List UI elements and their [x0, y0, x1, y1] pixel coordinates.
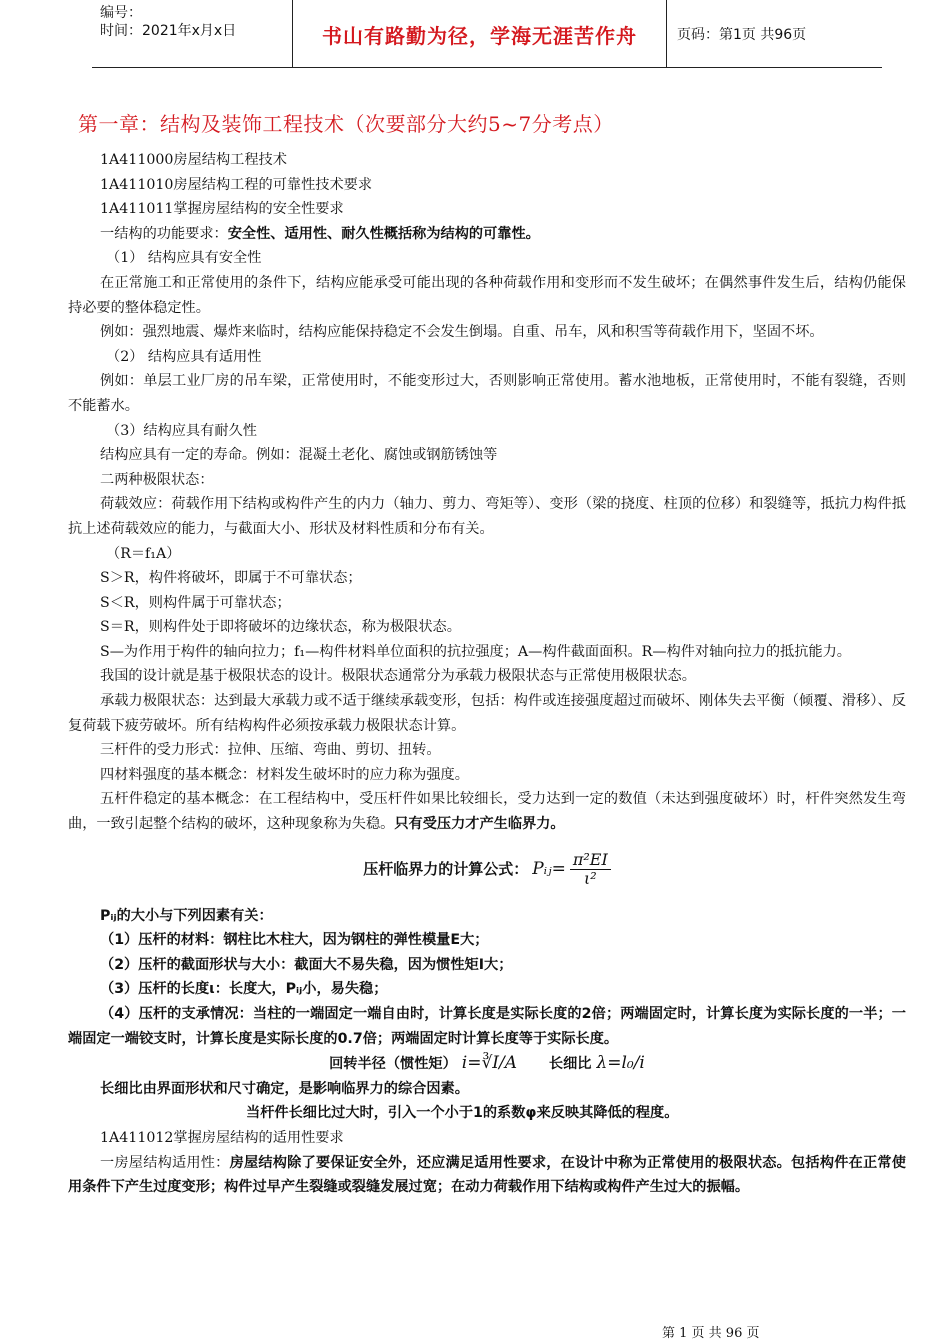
paragraph: S＞R，构件将破坏，即属于不可靠状态； — [100, 570, 362, 587]
header-meta — [92, 0, 293, 68]
list-item: （4）压杆的支承情况：当柱的一端固定一端自由时，计算长度是实际长度的2倍；两端固定时，计算长度为实际长度的一半；一端固定一端铰支时，计算长度是实际长度的0.7倍；两端固定时计算长度等于实际长度。 — [68, 1006, 906, 1047]
formula-numerator: π²EI — [570, 851, 611, 870]
paragraph-text: 五杆件稳定的基本概念：在工程结构中，受压杆件如果比较细长，受力达到一定的数值（未达到强度破坏）时，杆件突然发生弯曲，一致引起整个结构的破坏，这种现象称为失稳。 — [68, 791, 906, 833]
list-heading: （1） 结构应具有安全性 — [106, 250, 262, 267]
paragraph: 承载力极限状态：达到最大承载力或不适于继续承载变形，包括：构件或连接强度超过而破坏、刚体失去平衡（倾覆、滑移）、反复荷载下疲劳破坏。所有结构构件必须按承载力极限状态计算。 — [68, 693, 906, 734]
bold-text: 只有受压力才产生临界力。 — [394, 816, 565, 833]
list-heading: （2） 结构应具有适用性 — [106, 348, 262, 365]
paragraph: 长细比由界面形状和尺寸确定，是影响临界力的综合因素。 — [100, 1080, 469, 1097]
chapter-title: 第一章：结构及装饰工程技术（次要部分大约5~7分考点） — [78, 112, 614, 136]
paragraph: 三杆件的受力形式：拉伸、压缩、弯曲、剪切、扭转。 — [100, 742, 441, 759]
formula-lhs: Pᵢⱼ= — [532, 858, 566, 879]
section-code: 1A411000房屋结构工程技术 — [100, 152, 287, 168]
list-item: （3）压杆的长度ι：长度大，Pᵢⱼ小，易失稳； — [100, 981, 388, 998]
page-header — [92, 0, 882, 68]
paragraph: S—为作用于构件的轴向拉力；f₁—构件材料单位面积的抗拉强度；A—构件截面面积。R—构件对轴向拉力的抵抗能力。 — [100, 643, 851, 660]
formula-fraction — [570, 851, 611, 888]
critical-force-formula — [68, 851, 906, 888]
page-footer: 第 1 页 共 96 页 — [662, 1326, 760, 1341]
paragraph-lead: 一结构的功能要求： — [100, 225, 228, 242]
radius-formula-line — [68, 1051, 906, 1077]
list-item: （1）压杆的材料：钢柱比木柱大，因为钢柱的弹性模量E大； — [100, 932, 489, 949]
paragraph: 结构应具有一定的寿命。例如：混凝土老化、腐蚀或钢筋锈蚀等 — [100, 447, 498, 464]
paragraph: Pᵢⱼ的大小与下列因素有关： — [100, 907, 273, 924]
number-label: 编号： — [100, 5, 142, 21]
paragraph: 在正常施工和正常使用的条件下，结构应能承受可能出现的各种荷载作用和变形而不发生破坏；在偶然事件发生后，结构仍能保持必要的整体稳定性。 — [68, 274, 906, 316]
time-label: 时间：2021年x月x日 — [100, 23, 237, 39]
slenderness-formula: λ=l₀/i — [596, 1053, 645, 1074]
formula-label: 压杆临界力的计算公式： — [363, 859, 529, 878]
paragraph: S＝R，则构件处于即将破坏的边缘状态，称为极限状态。 — [100, 619, 461, 636]
paragraph: 例如：强烈地震、爆炸来临时，结构应能保持稳定不会发生倒塌。自重、吊车，风和积雪等荷载作用下，坚固不坏。 — [100, 324, 824, 341]
bold-text: 安全性、适用性、耐久性概括称为结构的可靠性。 — [227, 225, 540, 242]
list-heading: （3）结构应具有耐久性 — [106, 422, 257, 439]
paragraph: S＜R，则构件属于可靠状态； — [100, 594, 291, 611]
list-item: （2）压杆的截面形状与大小：截面大不易失稳，因为惯性矩I大； — [100, 956, 513, 973]
paragraph-lead: 一房屋结构适用性： — [100, 1154, 230, 1171]
header-motto: 书山有路勤为径，学海无涯苦作舟 — [293, 0, 667, 68]
paragraph: 当杆件长细比过大时，引入一个小于1的系数φ来反映其降低的程度。 — [246, 1105, 679, 1122]
paragraph — [68, 222, 906, 247]
header-page-info: 页码：第1页 共96页 — [677, 27, 807, 43]
paragraph — [68, 787, 906, 836]
section-code: 1A411011掌握房屋结构的安全性要求 — [100, 201, 344, 218]
section-code: 1A411012掌握房屋结构的适用性要求 — [100, 1129, 344, 1146]
section-code: 1A411010房屋结构工程的可靠性技术要求 — [100, 176, 373, 193]
document-body — [68, 148, 906, 1200]
radius-formula: i=∛I/A — [461, 1053, 517, 1074]
formula-denominator: ι² — [583, 868, 597, 888]
section-heading: 二两种极限状态： — [100, 471, 214, 488]
paragraph: 例如：单层工业厂房的吊车梁，正常使用时，不能变形过大，否则影响正常使用。蓄水池地板，正常使用时，不能有裂缝，否则不能蓄水。 — [68, 373, 906, 414]
paragraph: 荷载效应：荷载作用下结构或构件产生的内力（轴力、剪力、弯矩等）、变形（梁的挠度、柱顶的位移）和裂缝等，抵抗力构件抵抗上述荷载效应的能力，与截面大小、形状及材料性质和分布有关。 — [68, 496, 906, 537]
bold-text: 房屋结构除了要保证安全外，还应满足适用性要求，在设计中称为正常使用的极限状态。包括构件在正常使用条件下产生过度变形；构件过早产生裂缝或裂缝发展过宽；在动力荷载作用下结构或构件产生过大的振幅。 — [68, 1154, 906, 1196]
paragraph — [68, 1151, 906, 1200]
radius-label: 回转半径（惯性矩） — [329, 1056, 457, 1073]
paragraph: 四材料强度的基本概念：材料发生破坏时的应力称为强度。 — [100, 766, 469, 783]
paragraph: 我国的设计就是基于极限状态的设计。极限状态通常分为承载力极限状态与正常使用极限状态。 — [100, 668, 696, 685]
slenderness-label: 长细比 — [548, 1056, 592, 1073]
equation-text: （R＝f₁A） — [106, 545, 181, 562]
